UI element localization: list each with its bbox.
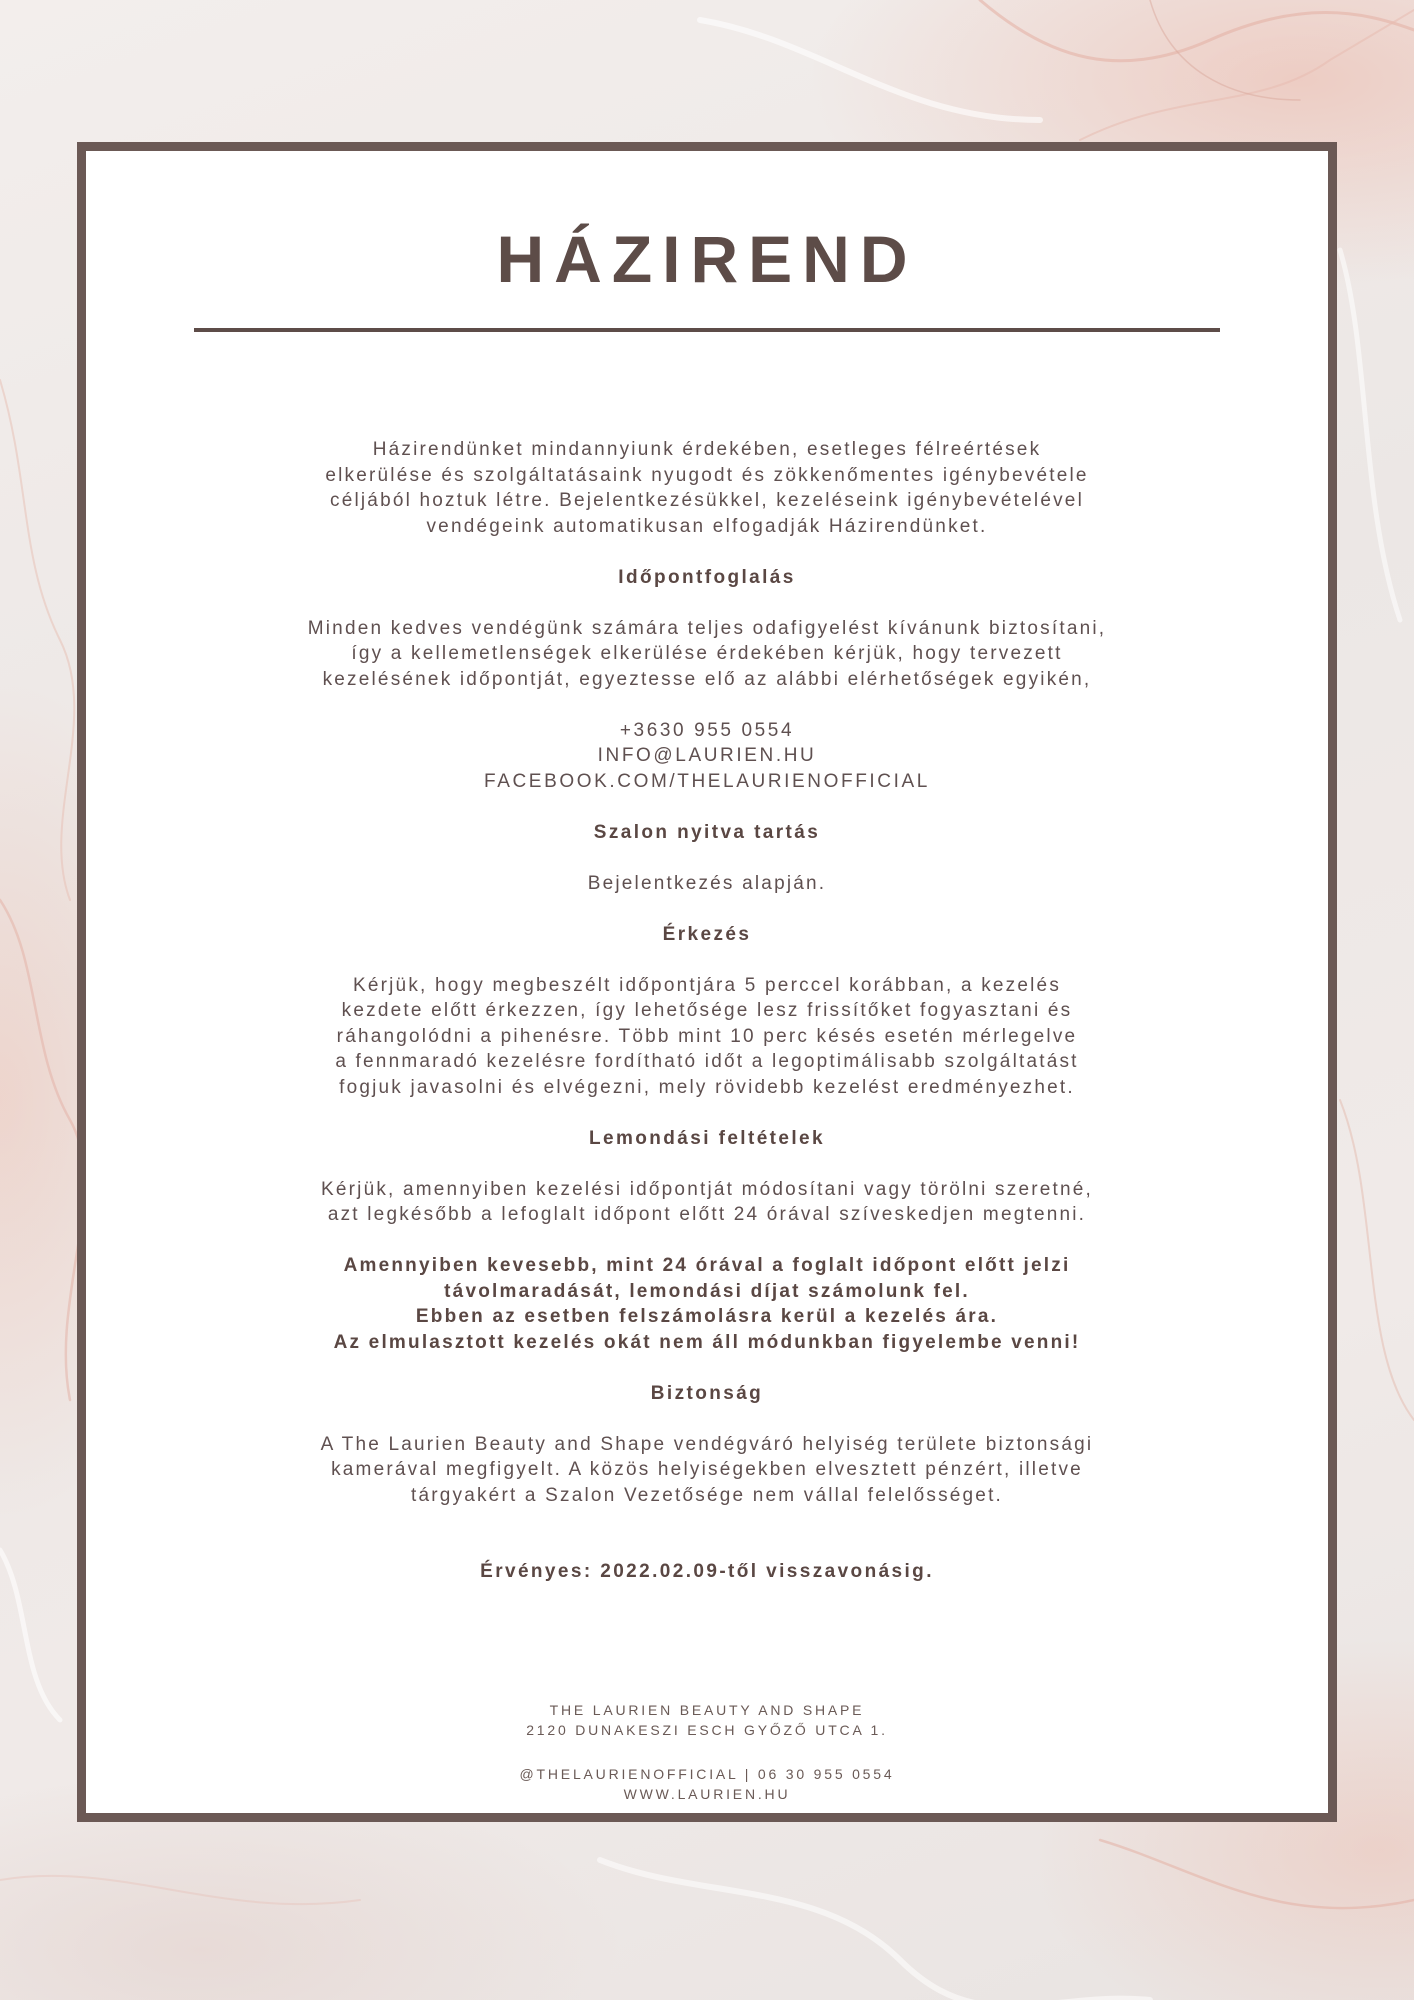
contact-facebook: FACEBOOK.COM/THELAURIENOFFICIAL — [484, 770, 930, 792]
cancellation-warning — [216, 1253, 1198, 1355]
page-title: HÁZIREND — [496, 222, 918, 296]
footer-social-phone: @THELAURIENOFFICIAL | 06 30 955 0554 — [519, 1766, 895, 1782]
arrival-paragraph — [216, 973, 1198, 1101]
contact-email: INFO@LAURIEN.HU — [597, 745, 817, 766]
opening-text: Bejelentkezés alapján. — [587, 872, 827, 894]
footer-website: WWW.LAURIEN.HU — [623, 1786, 791, 1802]
title-divider — [194, 328, 1220, 332]
cancellation-line: azt legkésőbb a lefoglalt időpont előtt 24 órával szíveskedjen megtenni. — [327, 1204, 1087, 1225]
warning-line: Az elmulasztott kezelés okát nem áll módunkban figyelembe venni! — [333, 1331, 1081, 1353]
security-line: A The Laurien Beauty and Shape vendégváró helyiség területe biztonsági — [320, 1433, 1094, 1455]
security-line: kamerával megfigyelt. A közös helyiségekben elvesztett pénzért, illetve — [331, 1459, 1083, 1480]
warning-line: Ebben az esetben felszámolásra kerül a kezelés ára. — [415, 1306, 999, 1327]
warning-line: távolmaradását, lemondási díjat számolunk fel. — [444, 1280, 970, 1302]
arrival-line: fogjuk javasolni és elvégezni, mely rövidebb kezelést eredményezhet. — [339, 1076, 1075, 1098]
footer-address: 2120 DUNAKESZI ESCH GYŐZŐ UTCA 1. — [526, 1722, 888, 1738]
security-paragraph — [216, 1432, 1198, 1509]
cancellation-heading: Lemondási feltételek — [589, 1127, 825, 1149]
booking-line: így a kellemetlenségek elkerülése érdekében kérjük, hogy tervezett — [351, 643, 1063, 664]
booking-paragraph — [216, 616, 1198, 693]
booking-heading: Időpontfoglalás — [618, 566, 796, 588]
document-frame — [77, 142, 1337, 1822]
cancellation-line: Kérjük, amennyiben kezelési időpontját módosítani vagy törölni szeretné, — [320, 1178, 1094, 1200]
validity-note: Érvényes: 2022.02.09-től visszavonásig. — [480, 1561, 934, 1582]
footer — [216, 1700, 1198, 1804]
booking-line: kezelésének időpontját, egyeztesse elő az alábbi elérhetőségek egyikén, — [322, 668, 1092, 690]
booking-contacts — [216, 718, 1198, 795]
intro-line: céljából hoztuk létre. Bejelentkezésükkel, kezeléseink igénybevételével — [330, 490, 1084, 511]
security-heading: Biztonság — [650, 1382, 764, 1404]
document-body — [216, 437, 1198, 1585]
intro-line: vendégeink automatikusan elfogadják Házirendünket. — [426, 515, 988, 537]
arrival-line: Kérjük, hogy megbeszélt időpontjára 5 perccel korábban, a kezelés — [352, 974, 1062, 996]
intro-paragraph — [216, 437, 1198, 539]
contact-phone: +3630 955 0554 — [619, 719, 795, 741]
cancellation-paragraph — [216, 1177, 1198, 1228]
intro-line: Házirendünket mindannyiunk érdekében, esetleges félreértések — [372, 439, 1042, 460]
opening-heading: Szalon nyitva tartás — [593, 821, 821, 843]
arrival-line: a fennmaradó kezelésre fordítható időt a legoptimálisabb szolgáltatást — [335, 1051, 1079, 1072]
footer-business-name: THE LAURIEN BEAUTY AND SHAPE — [549, 1702, 865, 1718]
security-line: tárgyakért a Szalon Vezetősége nem vállal felelősséget. — [410, 1484, 1004, 1506]
intro-line: elkerülése és szolgáltatásaink nyugodt és zökkenőmentes igénybevétele — [325, 464, 1089, 486]
arrival-line: kezdete előtt érkezzen, így lehetősége lesz frissítőket fogyasztani és — [341, 1000, 1073, 1021]
booking-line: Minden kedves vendégünk számára teljes odafigyelést kívánunk biztosítani, — [307, 617, 1107, 639]
arrival-line: ráhangolódni a pihenésre. Több mint 10 perc késés esetén mérlegelve — [336, 1025, 1078, 1047]
arrival-heading: Érkezés — [662, 923, 752, 945]
warning-line: Amennyiben kevesebb, mint 24 órával a foglalt időpont előtt jelzi — [343, 1255, 1071, 1276]
